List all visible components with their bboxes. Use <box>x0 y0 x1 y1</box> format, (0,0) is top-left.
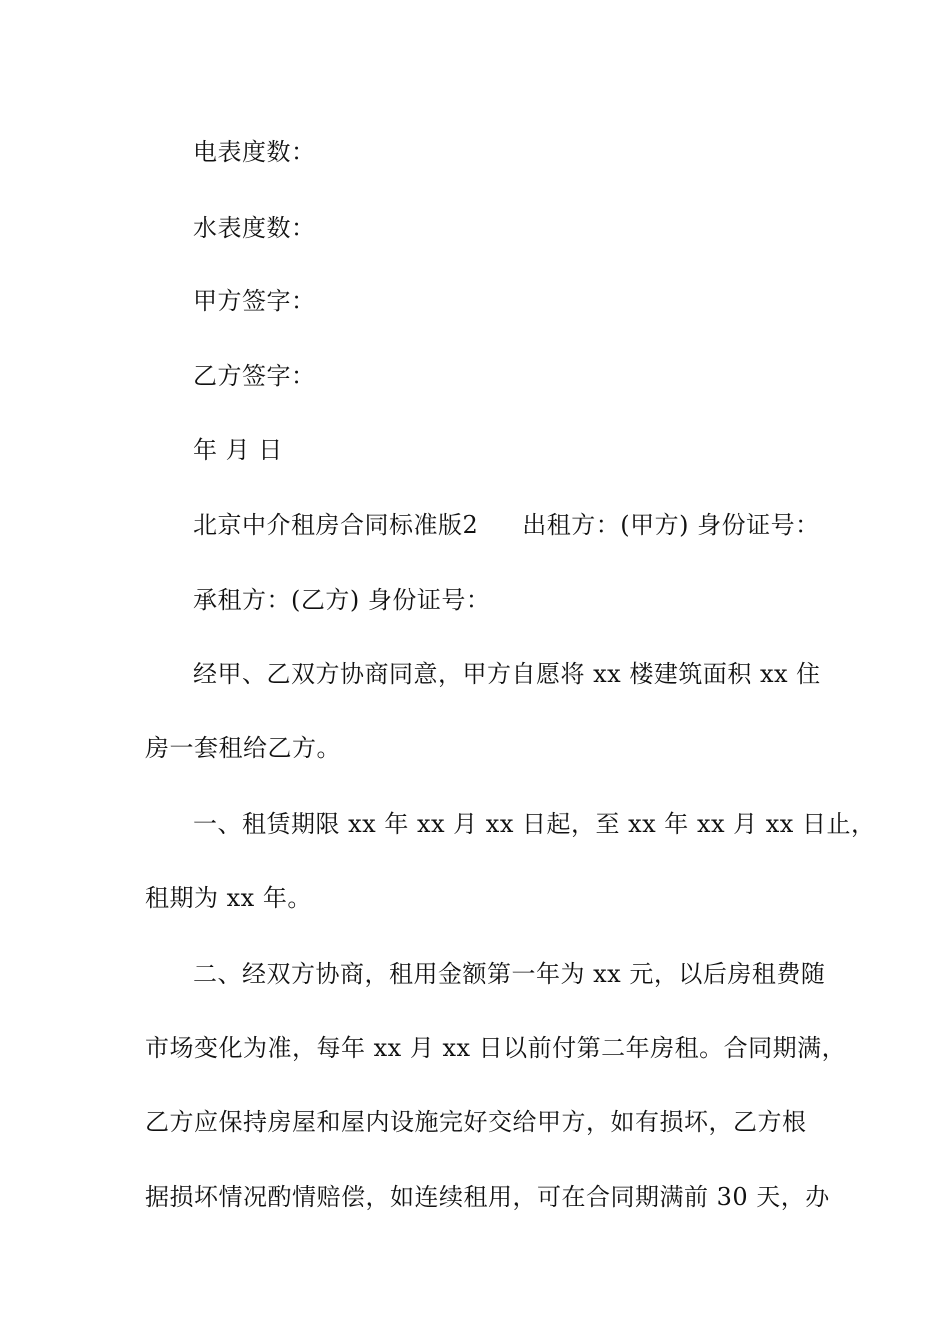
electric-meter-reading: 电表度数： <box>193 138 316 166</box>
paragraph-intro-line-2: 房一套租给乙方。 <box>145 734 341 762</box>
date-line: 年 月 日 <box>193 436 283 464</box>
paragraph-intro-line-1: 经甲、乙双方协商同意，甲方自愿将 xx 楼建筑面积 xx 住 <box>193 660 821 688</box>
clause-2-line-4: 据损坏情况酌情赔偿，如连续租用，可在合同期满前 30 天，办 <box>145 1183 830 1211</box>
clause-2-line-1: 二、经双方协商，租用金额第一年为 xx 元，以后房租费随 <box>193 960 826 988</box>
contract-title: 北京中介租房合同标准版2 <box>193 511 479 539</box>
clause-1-line-1: 一、租赁期限 xx 年 xx 月 xx 日起，至 xx 年 xx 月 xx 日止， <box>193 810 876 838</box>
clause-1-line-2: 租期为 xx 年。 <box>145 884 312 912</box>
party-a-signature: 甲方签字： <box>193 287 316 315</box>
lessee-info: 承租方：(乙方) 身份证号： <box>193 586 491 614</box>
party-b-signature: 乙方签字： <box>193 362 316 390</box>
lessor-info: 出租方：(甲方) 身份证号： <box>522 511 820 539</box>
clause-2-line-3: 乙方应保持房屋和屋内设施完好交给甲方，如有损坏，乙方根 <box>145 1108 807 1136</box>
clause-2-line-2: 市场变化为准，每年 xx 月 xx 日以前付第二年房租。合同期满， <box>145 1034 847 1062</box>
water-meter-reading: 水表度数： <box>193 214 316 242</box>
contract-title-line <box>193 505 820 545</box>
